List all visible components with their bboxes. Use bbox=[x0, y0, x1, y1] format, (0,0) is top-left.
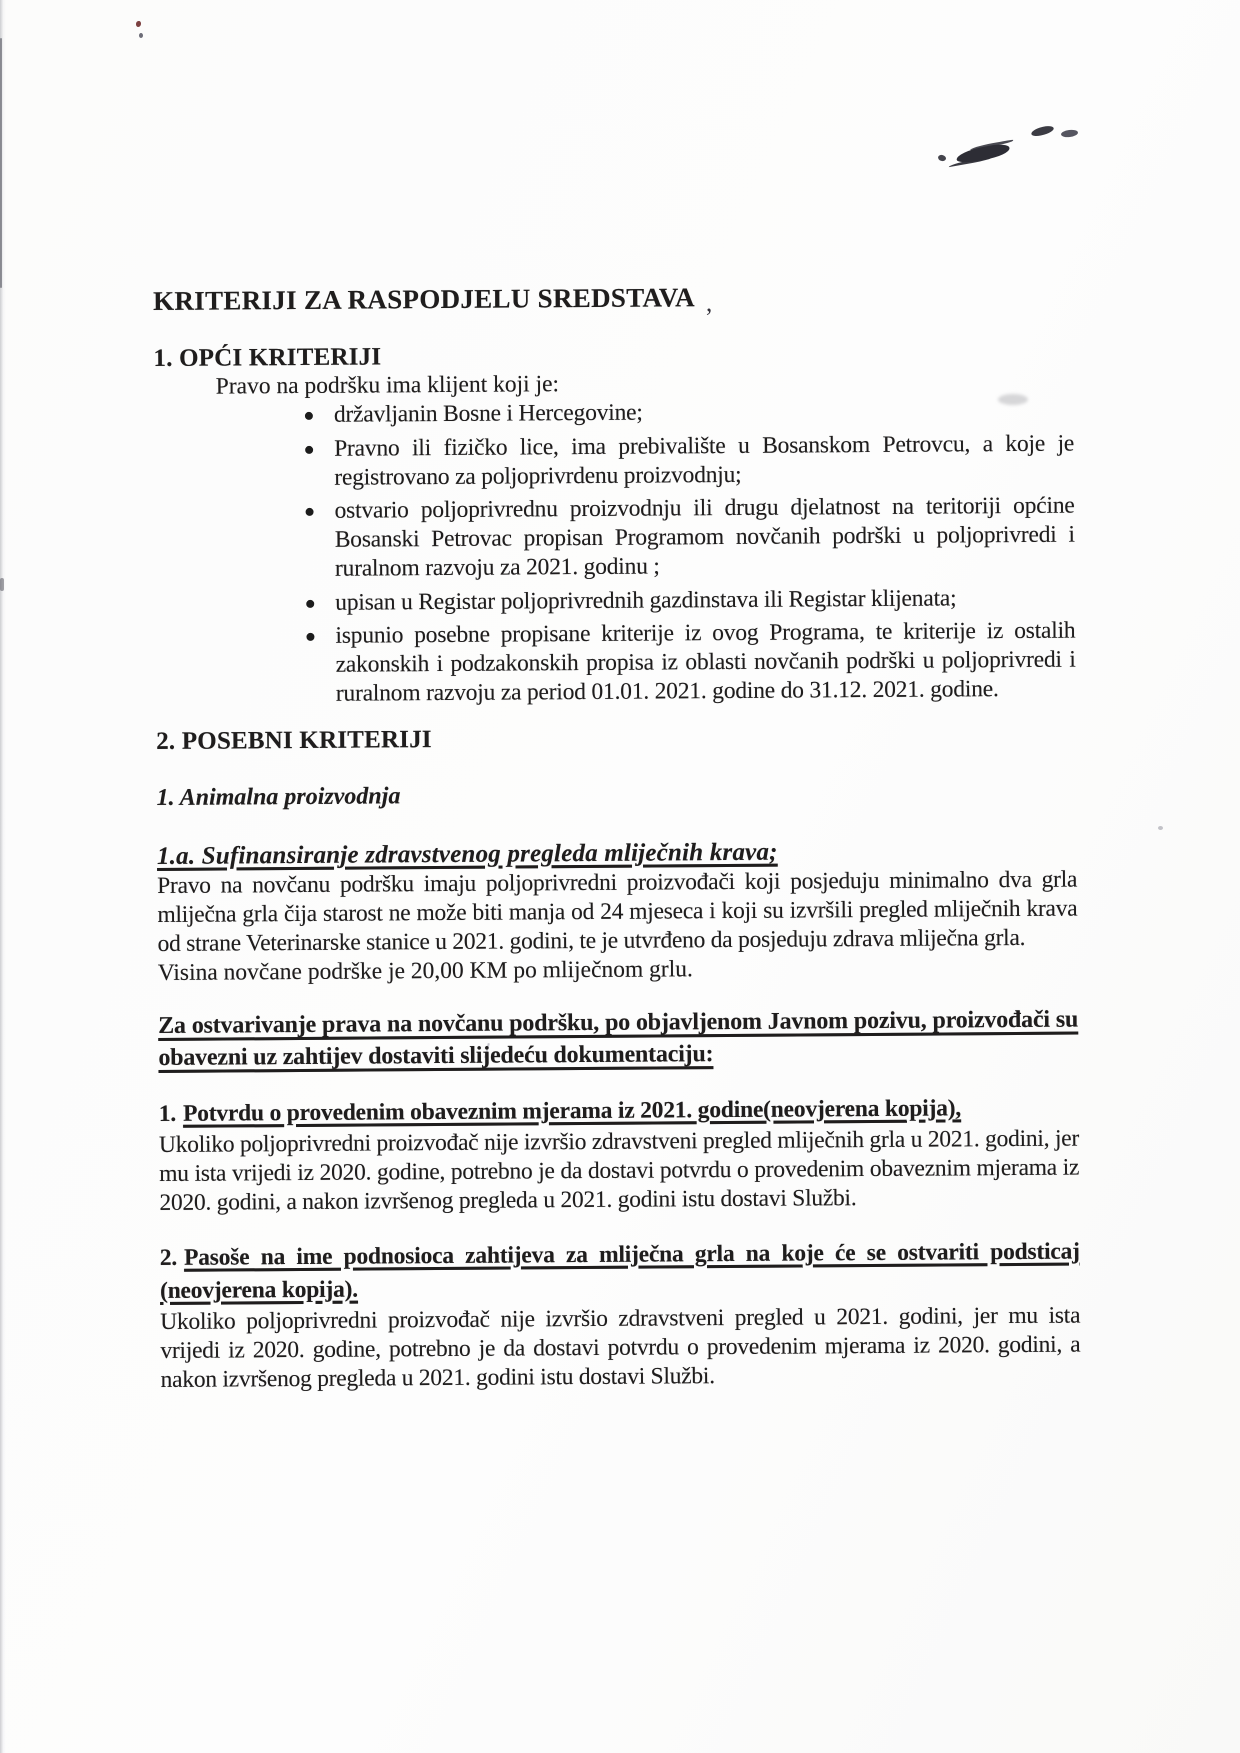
scan-smudge-small-2 bbox=[1061, 129, 1079, 138]
general-criteria-list bbox=[154, 396, 1076, 710]
document-item-1-body: Ukoliko poljoprivredni proizvođač nije izvršio zdravstveni pregled mliječnih grla u 2021. godini, jer mu ista vrijedi iz 2020. godine, potrebno je da dostavi potvrdu o provedenim obaveznim mjerama iz 2020. godini, a nakon izvršenog pregleda u 2021. godini istu dostavi Službi. bbox=[158, 1125, 1080, 1216]
subsection-heading-animal-production: 1. Animalna proizvodnja bbox=[156, 783, 401, 811]
ghost-mark bbox=[63, 22, 71, 36]
ink-speck-2 bbox=[139, 33, 143, 38]
measure-paragraph: Pravo na novčanu podršku imaju poljoprivredni proizvođači koji posjeduju minimalno dva grla mliječna grla čija starost ne može biti manja od 24 mjeseca i koji su izvršili pregled mliječnih krava od strane Veterinarske stanice u 2021. godini, te je utvrđeno da posjeduju zdrava mliječna grla. bbox=[157, 866, 1078, 957]
bullet-item: državljanin Bosne i Hercegovine; bbox=[334, 396, 1074, 430]
document-item-2-heading: Pasoše na ime podnosioca zahtijeva za mliječna grla na koje će se ostvariti podsticaj (neovjerena kopija). bbox=[159, 1238, 1080, 1304]
document-item-1-heading: Potvrdu o provedenim obaveznim mjerama iz 2021. godine(neovjerena kopija), bbox=[182, 1095, 962, 1127]
support-amount-line: Visina novčane podrške je 20,00 KM po mliječnom grlu. bbox=[157, 956, 693, 986]
stray-comma-mark: , bbox=[706, 290, 713, 317]
document-item-2-body: Ukoliko poljoprivredni proizvođač nije izvršio zdravstveni pregled u 2021. godini, jer mu ista vrijedi iz 2020. godine, potrebno je da dostavi potvrdu o provedenim mjerama iz 2020. godini, a nakon izvršenog pregleda u 2021. godini istu dostavi Službi. bbox=[160, 1302, 1081, 1393]
scan-smudge-large bbox=[955, 142, 1010, 164]
document-item-2-number: 2. bbox=[159, 1244, 178, 1271]
scan-smudge-dot bbox=[937, 154, 946, 162]
required-documents-callout: Za ostvarivanje prava na novčanu podršku, po objavljenom Javnom pozivu, proizvođači su obavezni uz zahtijev dostaviti slijedeću dokumentaciju: bbox=[158, 1006, 1079, 1071]
scan-left-edge-dark-line bbox=[0, 38, 2, 288]
section-heading-special-criteria: 2. POSEBNI KRITERIJI bbox=[156, 726, 432, 755]
document-text-block bbox=[153, 280, 1081, 1395]
bullet-item: ostvario poljoprivrednu proizvodnju ili drugu djelatnost na teritoriji općine Bosanski Petrovac propisan Programom novčanih podrški u poljoprivredi i ruralnom razvoju za 2021. godinu ; bbox=[334, 492, 1075, 582]
document-item-1-number: 1. bbox=[158, 1100, 177, 1127]
general-criteria-intro: Pravo na podršku ima klijent koji je: bbox=[215, 371, 560, 400]
scan-left-edge-dash bbox=[0, 578, 4, 591]
bullet-item: ispunio posebne propisane kriterije iz ovog Programa, te kriterije iz ostalih zakonskih i podzakonskih propisa iz oblasti novčanih podrški u poljoprivredi i ruralnom razvoju za period 01.01. 2021. godine do 31.12. 2021. godine. bbox=[335, 617, 1076, 707]
document-title: KRITERIJI ZA RASPODJELU SREDSTAVA bbox=[153, 282, 696, 316]
bullet-item: Pravno ili fizičko lice, ima prebivalište u Bosanskom Petrovcu, a koje je registrovano za poljoprivrdenu proizvodnju; bbox=[334, 430, 1075, 491]
document-item-2-title bbox=[160, 1236, 1080, 1308]
measure-heading-1a: 1.a. Sufinansiranje zdravstvenog pregleda mliječnih krava; bbox=[156, 838, 778, 870]
scan-speck-right bbox=[1158, 826, 1163, 830]
section-heading-general-criteria: 1. OPĆI KRITERIJI bbox=[153, 343, 382, 372]
bullet-item: upisan u Registar poljoprivrednih gazdinstava ili Registar klijenata; bbox=[335, 583, 1075, 617]
ink-speck-1 bbox=[136, 21, 141, 27]
scan-smudge-small-1 bbox=[1030, 125, 1054, 138]
